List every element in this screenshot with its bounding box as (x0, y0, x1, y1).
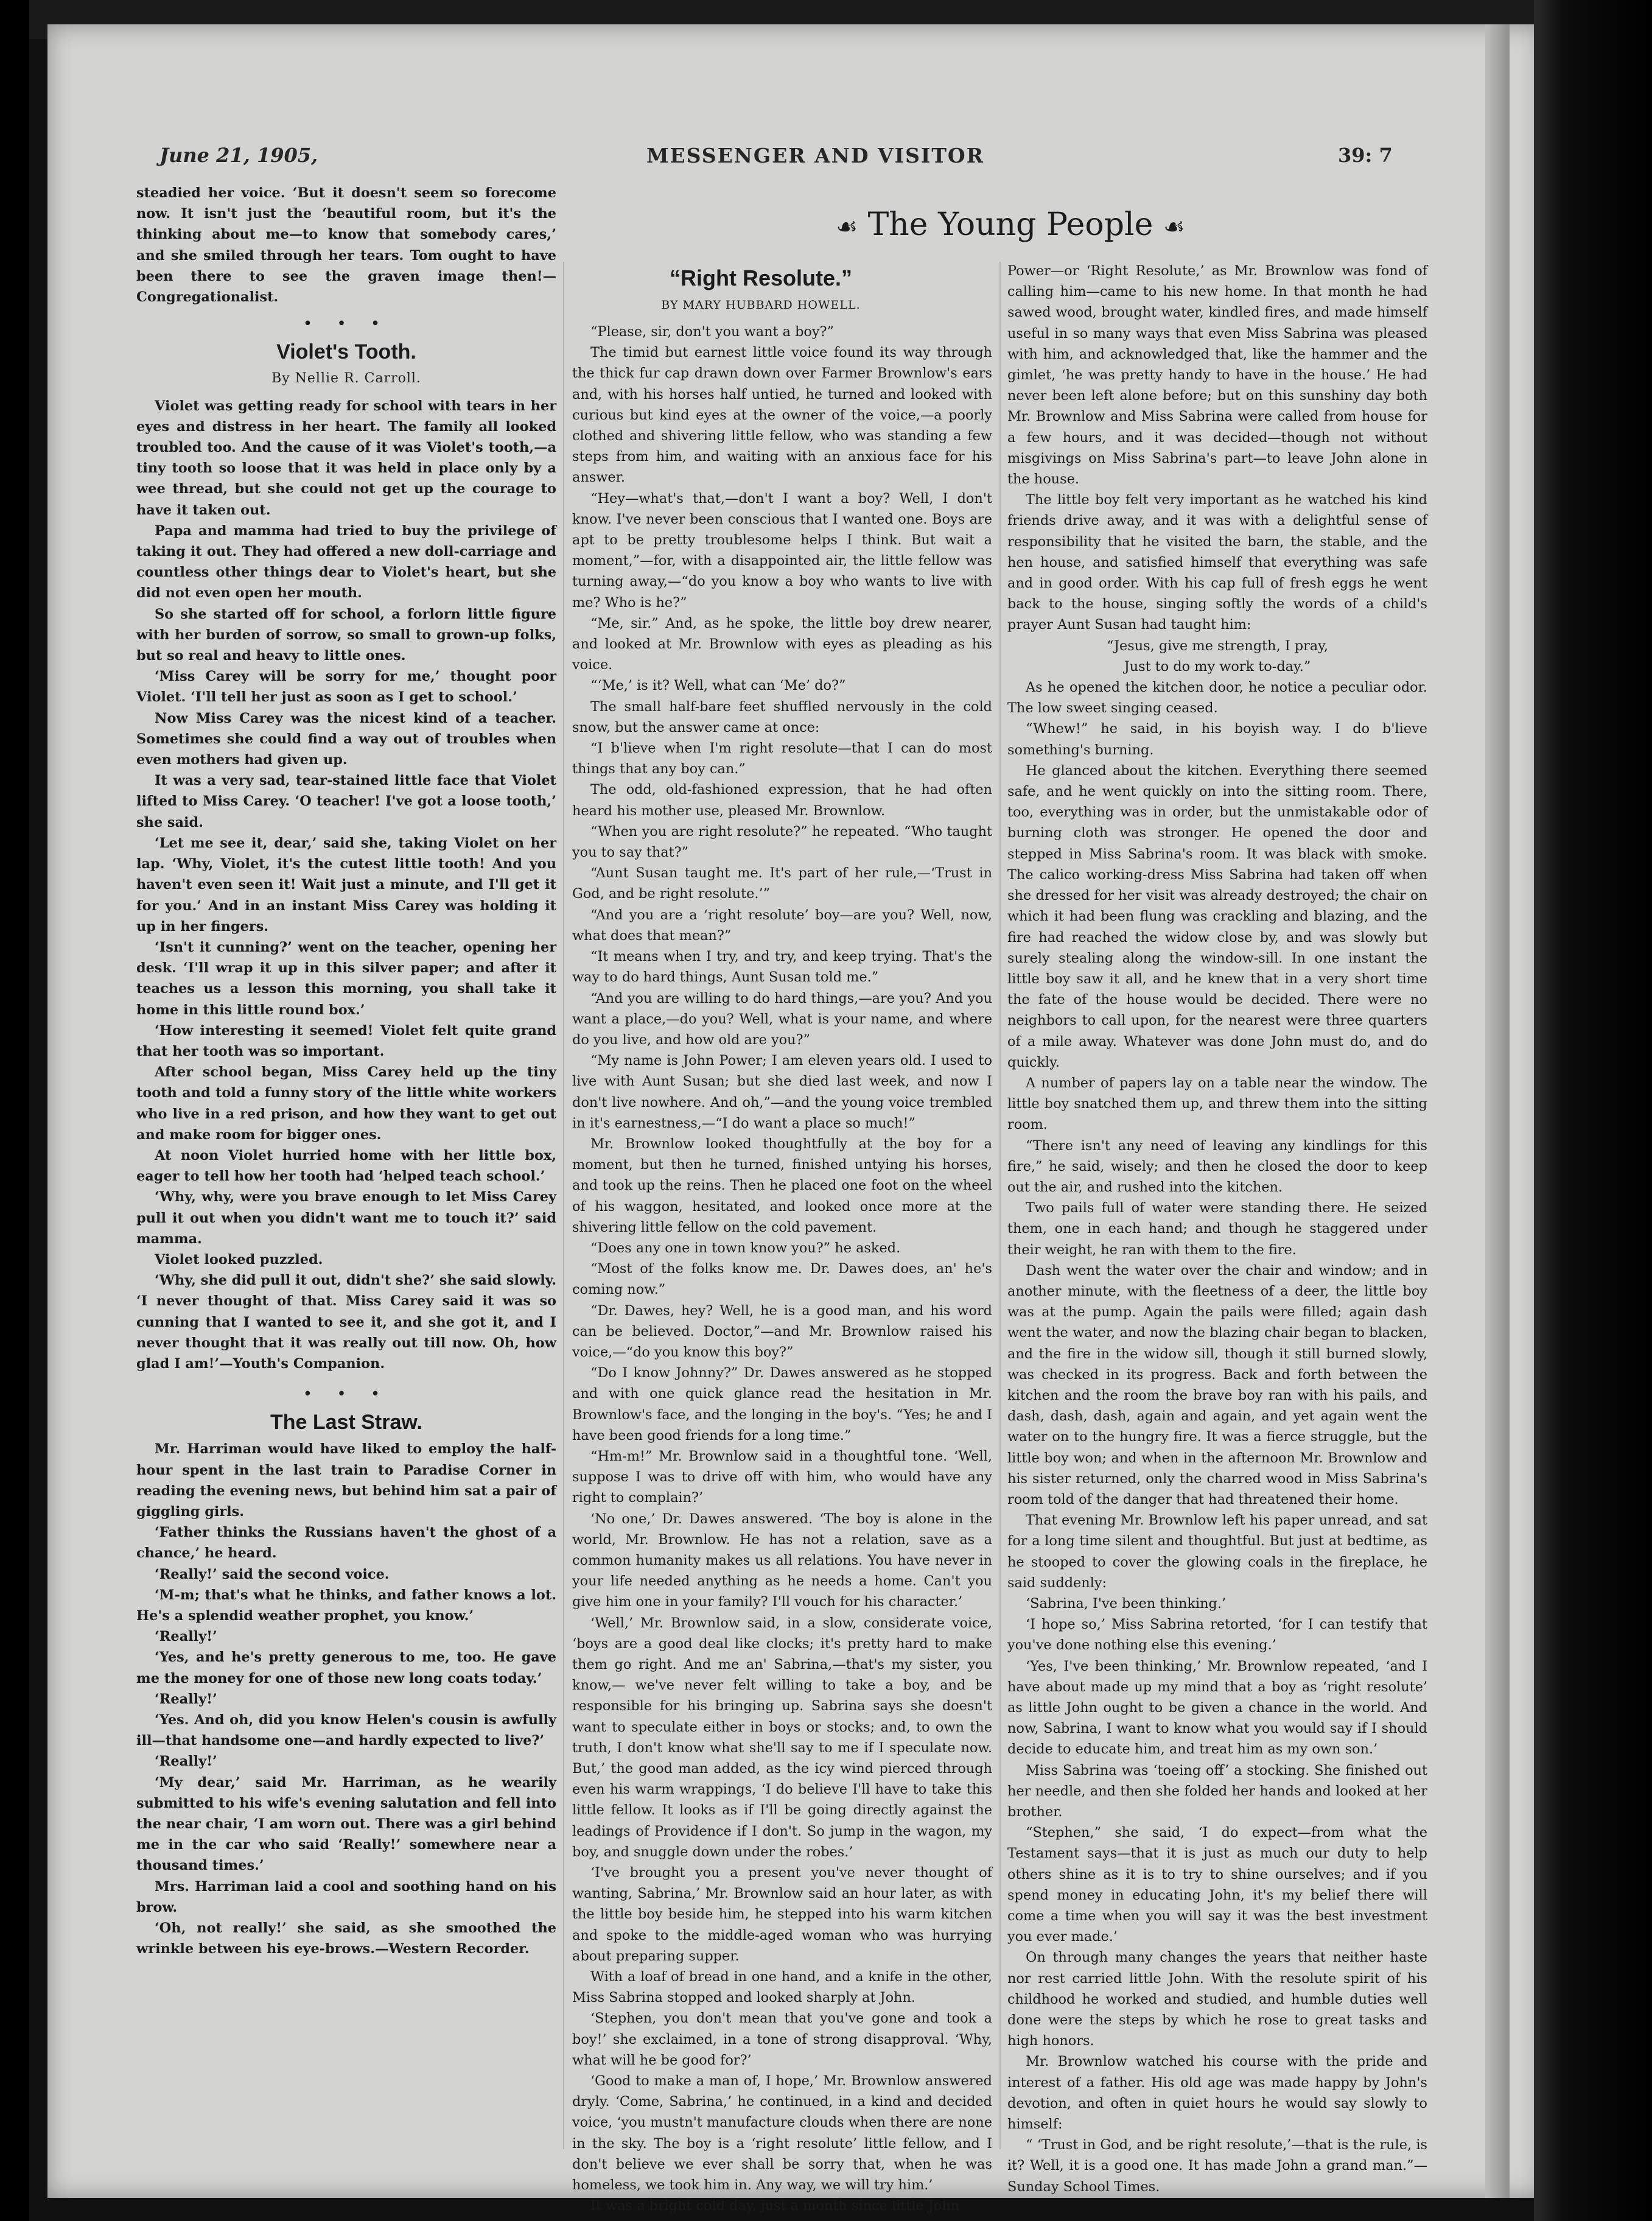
paragraph: That evening Mr. Brownlow left his paper unread, and sat for a long time silent and thoughtful. But just at bedtime, as he stooped to cover the glowing coals in the fireplace, he said suddenly: (1007, 1512, 1427, 1591)
paragraph: “ ‘Trust in God, and be right resolute,’—that is the rule, is it? Well, it is a good one. It has made John a grand man.”—Sunday School Times. (1007, 2137, 1427, 2195)
paragraph: Now Miss Carey was the nicest kind of a teacher. Sometimes she could find a way out of troubles when even mothers had given up. (136, 710, 556, 768)
paragraph: “It means when I try, and try, and keep trying. That's the way to do hard things, Aunt Susan told me.” (572, 949, 992, 986)
section-divider-dots: • • • (303, 315, 390, 334)
column-rule-1 (563, 262, 564, 2149)
paragraph: “Please, sir, don't you want a boy?” (590, 324, 834, 340)
paragraph: Mr. Brownlow watched his course with the pride and interest of a father. His old age was made happy by John's devotion, and often in quiet hours he would say slowly to himself: (1007, 2054, 1427, 2133)
paragraph: “Does any one in town know you?” he asked. (590, 1240, 901, 1256)
page-fold-shadow (1485, 24, 1510, 2198)
paragraph: ‘Stephen, you don't mean that you've gone and took a boy!’ she exclaimed, in a tone of strong disapproval. ‘Why, what will he be good for?’ (572, 2010, 992, 2068)
leaf-ornament-icon: ☙ (836, 213, 858, 241)
paragraph: So she started off for school, a forlorn little figure with her burden of sorrow, so small to grown-up folks, but so real and heavy to little ones. (136, 606, 556, 664)
paragraph: ‘Really!’ said the second voice. (155, 1566, 390, 1582)
paragraph: “Dr. Dawes, hey? Well, he is a good man, and his word can be believed. Doctor,”—and Mr. Brownlow raised his voice,—“do you know this boy?” (572, 1302, 992, 1360)
header-page-number: 39: 7 (1338, 144, 1393, 167)
paragraph: “And you are willing to do hard things,—are you? And you want a place,—do you? Well, what is your name, and where do you live, and how old are you?” (572, 990, 992, 1048)
paragraph: ‘M-m; that's what he thinks, and father knows a lot. He's a splendid weather prophet, you know.’ (136, 1587, 556, 1624)
paragraph: As he opened the kitchen door, he notice a peculiar odor. The low sweet singing ceased. (1007, 679, 1427, 717)
story-title-right-resolute: “Right Resolute.” (669, 265, 852, 290)
paragraph: “Whew!” he said, in his boyish way. I do b'lieve something's burning. (1007, 721, 1427, 758)
paragraph: Two pails full of water were standing there. He seized them, one in each hand; and though he staggered under their weight, he ran with them to the fire. (1007, 1200, 1427, 1258)
paragraph: ‘How interesting it seemed! Violet felt quite grand that her tooth was so important. (136, 1022, 556, 1059)
paragraph: The odd, old-fashioned expression, that he had often heard his mother use, pleased Mr. Brownlow. (572, 782, 992, 819)
paragraph: “Stephen,” she said, ‘I do expect—from what the Testament says—that it is just as much our duty to help others shine as it is to try to shine ourselves; and if you spend money in educating John, it's my belief there will come a time when you will say it was the best investment you ever made.’ (1007, 1825, 1427, 1945)
header-publication-title: MESSENGER AND VISITOR (646, 144, 985, 167)
paragraph: Violet was getting ready for school with tears in her eyes and distress in her heart. The family all looked troubled too. And the cause of it was Violet's tooth,—a tiny tooth so loose that it was held in place only by a wee thread, but she could not get up the courage to have it taken out. (136, 398, 556, 518)
paragraph: A number of papers lay on a table near the window. The little boy snatched them up, and threw them into the sitting room. (1007, 1075, 1427, 1133)
paragraph: ‘Father thinks the Russians haven't the ghost of a chance,’ he heard. (136, 1525, 556, 1562)
paragraph: Mr. Brownlow looked thoughtfully at the boy for a moment, but then he turned, finished untying his horses, and took up the reins. Then he placed one foot on the wheel of his waggon, hesitated, and looked once more at the shivering little fellow on the cold pavement. (572, 1135, 992, 1235)
paragraph: ‘My dear,’ said Mr. Harriman, as he wearily submitted to his wife's evening salutation and fell into the near chair, ‘I am worn out. There was a girl behind me in the car who said ‘Really!’ somewhere near a thousand times.’ (136, 1774, 556, 1874)
paragraph: ‘Why, she did pull it out, didn't she?’ she said slowly. ‘I never thought of that. Miss Carey said it was so cunning that I wanted to see it, and she got it, and I never thought that it was really out till now. Oh, how glad I am!’—Youth's Companion. (136, 1272, 556, 1372)
paragraph: “Hey—what's that,—don't I want a boy? Well, I don't know. I've never been conscious that I wanted one. Boys are apt to be pretty troublesome helps I think. But wait a moment,”—for, with a disappointed air, the little fellow was turning away,—“do you know a boy who wants to live with me? Who is he?” (572, 490, 992, 611)
paragraph: He glanced about the kitchen. Everything there seemed safe, and he went quickly on into the sitting room. There, too, everything was in order, but the unmistakable odor of burning cloth was stronger. He opened the door and stepped in Miss Sabrina's room. It was black with smoke. The calico working-dress Miss Sabrina had taken off when she dressed for her visit was already destroyed; the chair on which it had been flung was crackling and blazing, and the fire had reached the widow close by, and was slowly but surely stealing along the window-sill. In one instant the little boy saw it all, and he knew that in a very short time the fate of the house would be decided. There were no neighbors to call upon, for the nearest were three quarters of a mile away. Whatever was done John must do, and do quickly. (1007, 762, 1427, 1070)
paragraph: ‘Really!’ (155, 1629, 217, 1645)
header-date: June 21, 1905, (159, 144, 318, 167)
section-divider-dots: • • • (303, 1385, 390, 1404)
intro-paragraph: steadied her voice. ‘But it doesn't seem so forecome now. It isn't just the ‘beautiful room, but it's the thinking about me—to know that somebody cares,’ and she smiled through her tears. Tom ought to have been there to see the graven image then!—Congregationalist. (136, 185, 556, 306)
column-3-body (1007, 261, 1427, 2195)
story-body-last-straw (136, 1439, 556, 1959)
story-byline-right-resolute: BY MARY HUBBARD HOWELL. (661, 298, 861, 312)
paragraph: “Aunt Susan taught me. It's part of her rule,—‘Trust in God, and be right resolute.’” (572, 865, 992, 902)
column-2-body (572, 321, 992, 2214)
paragraph: It was a bright cold day, just a month since little John (590, 2198, 960, 2214)
paragraph: ‘Why, why, were you brave enough to let Miss Carey pull it out when you didn't want me to touch it?’ said mamma. (136, 1189, 556, 1247)
column-1 (136, 183, 556, 2178)
paragraph: After school began, Miss Carey held up the tiny tooth and told a funny story of the little white workers who live in a red prison, and how they want to get out and make room for bigger ones. (136, 1064, 556, 1143)
paragraph: ‘Good to make a man of, I hope,’ Mr. Brownlow answered dryly. ‘Come, Sabrina,’ he continued, in a kind and decided voice, ‘you mustn't manufacture clouds when there are none in the sky. The boy is a ‘right resolute’ little fellow, and I don't believe we ever shall be sorry that, when he was homeless, we took him in. Any way, we will try him.’ (572, 2073, 992, 2194)
story-title-last-straw: The Last Straw. (270, 1411, 423, 1434)
paragraph: ‘Oh, not really!’ she said, as she smoothed the wrinkle between his eye-brows.—Western Recorder. (136, 1920, 556, 1957)
paragraph: ‘Sabrina, I've been thinking.’ (1026, 1596, 1227, 1612)
paragraph: Violet looked puzzled. (155, 1251, 323, 1268)
paragraph: ‘Well,’ Mr. Brownlow said, in a slow, considerate voice, ‘boys are a good deal like clocks; it's pretty hard to make them go right. And me an' Sabrina,—that's my sister, you know,— we've never felt willing to take a boy, and be responsible for his bringing up. Sabrina says she doesn't want to speculate either in boys or stocks; and, to own the truth, I don't know what she'll say to me if I speculate now. But,’ the good man added, as the icy wind pierced through even his warm wrappings, ‘I do believe I'll have to take this little fellow. It looks as if I'll be going directly against the leadings of Providence if I don't. So jump in the wagon, my boy, and snuggle down under the robes.’ (572, 1615, 992, 1860)
paragraph: Mrs. Harriman laid a cool and soothing hand on his brow. (136, 1878, 556, 1915)
section-heading (791, 203, 1230, 246)
paragraph: Dash went the water over the chair and window; and in another minute, with the fleetness of a deer, the little boy was at the pump. Again the pails were filled; again dash went the water, and now the blazing chair began to blacken, and the fire in the widow sill, though it still burned slowly, was checked in its progress. Back and forth between the kitchen and the room the brave boy ran with his pails, and dash, dash, dash, again and again, and yet again went the water on to the hungry fire. It was a fierce struggle, but the little boy won; and when in the afternoon Mr. Brownlow and his sister returned, only the charred wood in Miss Sabrina's room told of the danger that had threatened their home. (1007, 1262, 1427, 1507)
paragraph: “Me, sir.” And, as he spoke, the little boy drew nearer, and looked at Mr. Brownlow with eyes as pleading as his voice. (572, 615, 992, 673)
paragraph: Mr. Harriman would have liked to employ the half-hour spent in the last train to Paradise Corner in reading the evening news, but behind him sat a pair of giggling girls. (136, 1441, 556, 1520)
paragraph: ‘Yes, and he's pretty generous to me, too. He gave me the money for one of those new long coats today.’ (136, 1649, 556, 1686)
story-byline-violet: By Nellie R. Carroll. (271, 371, 421, 387)
paragraph: At noon Violet hurried home with her little box, eager to tell how her tooth had ‘helped teach school.’ (136, 1147, 556, 1185)
paragraph: Power—or ‘Right Resolute,’ as Mr. Brownlow was fond of calling him—came to his new home. In that month he had sawed wood, brought water, kindled fires, and made himself useful in so many ways that even Miss Sabrina was pleased with him, and acknowledged that, like the hammer and the gimlet, ‘he was pretty handy to have in the house.’ He had never been left alone before; but on this sunshiny day both Mr. Brownlow and Miss Sabrina were called from house for a few hours, and it was decided—though not without misgivings on Miss Sabrina's part—to leave John alone in the house. (1007, 263, 1427, 488)
paragraph: ‘Let me see it, dear,’ said she, taking Violet on her lap. ‘Why, Violet, it's the cutest little tooth! And you haven't even seen it! Wait just a minute, and I'll get it for you.’ And in an instant Miss Carey was holding it up in her fingers. (136, 835, 556, 935)
paragraph: “There isn't any need of leaving any kindlings for this fire,” he said, wisely; and then he closed the door to keep out the air, and rushed into the kitchen. (1007, 1137, 1427, 1195)
paragraph: ‘Really!’ (155, 1753, 217, 1770)
paragraph: ‘Yes. And oh, did you know Helen's cousin is awfully ill—that handsome one—and hardly expected to live?’ (136, 1712, 556, 1749)
paragraph: “I b'lieve when I'm right resolute—that I can do most things that any boy can.” (572, 740, 992, 777)
paragraph: “When you are right resolute?” he repeated. “Who taught you to say that?” (572, 823, 992, 861)
verse-line: “Jesus, give me strength, I pray, (1107, 637, 1328, 654)
scan-left-edge (0, 0, 29, 2221)
column-rule-2 (999, 262, 1001, 2149)
paragraph: ‘Miss Carey will be sorry for me,’ thought poor Violet. ‘I'll tell her just as soon as I get to school.’ (136, 668, 556, 706)
paragraph: Papa and mamma had tried to buy the privilege of taking it out. They had offered a new doll-carriage and countless other things dear to Violet's heart, but she did not even open her mouth. (136, 522, 556, 602)
paragraph: ‘No one,’ Dr. Dawes answered. ‘The boy is alone in the world, Mr. Brownlow. He has not a relation, save as a common humanity makes us all relations. You have never in your life needed anything as he needs a home. Can't you give him one in your family? I'll vouch for his character.’ (572, 1510, 992, 1610)
story-body-violet (136, 396, 556, 1375)
paragraph: The timid but earnest little voice found its way through the thick fur cap drawn down over Farmer Brownlow's ears and, with his horses half untied, he turned and looked with curious but kind eyes at the owner of the voice,—a poorly clothed and shivering little fellow, who was standing a few steps from him, and waiting with an anxious face for his answer. (572, 345, 992, 486)
paragraph: ‘Yes, I've been thinking,’ Mr. Brownlow repeated, ‘and I have about made up my mind that a boy as ‘right resolute’ as little John ought to be given a chance in the world. And now, Sabrina, I want to know what you would say if I should decide to educate him, and treat him as my own son.’ (1007, 1658, 1427, 1758)
paragraph: With a loaf of bread in one hand, and a knife in the other, Miss Sabrina stopped and looked sharply at John. (572, 1969, 992, 2006)
paragraph: ‘Isn't it cunning?’ went on the teacher, opening her desk. ‘I'll wrap it up in this silver paper; and after it teaches us a lesson this morning, you shall take it home in this little round box.’ (136, 939, 556, 1018)
paragraph: “And you are a ‘right resolute’ boy—are you? Well, now, what does that mean?” (572, 907, 992, 944)
paragraph: “Hm-m!” Mr. Brownlow said in a thoughtful tone. ‘Well, suppose I was to drive off with him, who would have any right to complain?’ (572, 1448, 992, 1506)
paragraph: “Do I know Johnny?” Dr. Dawes answered as he stopped and with one quick glance read the hesitation in Mr. Brownlow's face, and the longing in the boy's. “Yes; he and I have been good friends for a long time.” (572, 1365, 992, 1444)
story-title-violet: Violet's Tooth. (276, 340, 416, 364)
section-heading-text: The Young People (867, 206, 1153, 243)
paragraph: The small half-bare feet shuffled nervously in the cold snow, but the answer came at once: (572, 698, 992, 735)
paragraph: ‘Really!’ (155, 1691, 217, 1707)
paragraph: ‘I hope so,’ Miss Sabrina retorted, ‘for I can testify that you've done nothing else this evening.’ (1007, 1616, 1427, 1654)
paragraph: It was a very sad, tear-stained little face that Violet lifted to Miss Carey. ‘O teacher! I've got a loose tooth,’ she said. (136, 773, 556, 830)
paragraph: “Most of the folks know me. Dr. Dawes does, an' he's coming now.” (572, 1261, 992, 1298)
paragraph: “‘Me,’ is it? Well, what can ‘Me’ do?” (590, 678, 846, 694)
paragraph: The little boy felt very important as he watched his kind friends drive away, and it was with a delightful sense of responsibility that he visited the barn, the stable, and the hen house, and satisfied himself that everything was safe and in good order. With his cap full of fresh eggs he went back to the house, singing softly the words of a child's prayer Aunt Susan had taught him: (1007, 492, 1427, 633)
paragraph: On through many changes the years that neither haste nor rest carried little John. With the resolute spirit of his childhood he worked and studied, and humble duties well done were the steps by which he rose to great tasks and high honors. (1007, 1949, 1427, 2049)
paragraph: Miss Sabrina was ‘toeing off’ a stocking. She finished out her needle, and then she folded her hands and looked at her brother. (1007, 1762, 1427, 1820)
leaf-ornament-icon: ☙ (1163, 213, 1185, 241)
paragraph: “My name is John Power; I am eleven years old. I used to live with Aunt Susan; but she died last week, and now I don't live nowhere. And oh,”—and the young voice trembled in it's earnestness,—“I do want a place so much!” (572, 1053, 992, 1131)
paragraph: ‘I've brought you a present you've never thought of wanting, Sabrina,’ Mr. Brownlow said an hour later, as with the little boy beside him, he stepped into his warm kitchen and spoke to the middle-aged woman who was hurrying about preparing supper. (572, 1865, 992, 1964)
verse-line: Just to do my work to-day.” (1124, 658, 1311, 675)
scan-right-edge (1534, 0, 1652, 2221)
